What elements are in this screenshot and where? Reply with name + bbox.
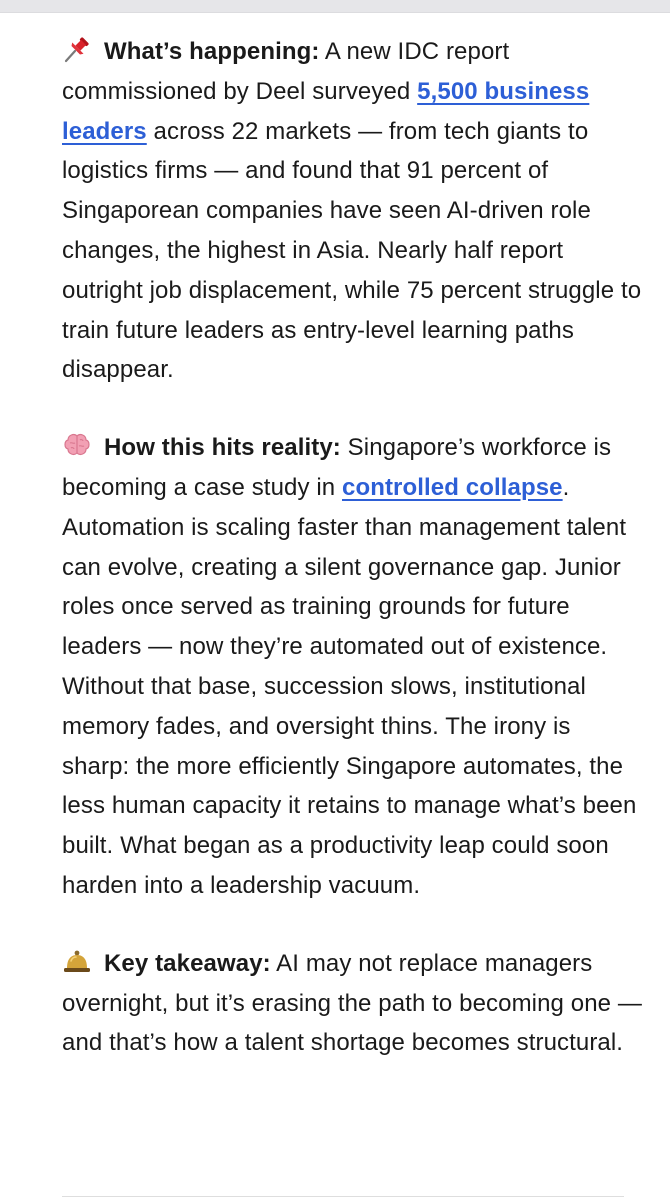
business-leaders-link[interactable]: 5,500 business leaders: [62, 77, 590, 145]
lead-label: Key takeaway:: [104, 949, 271, 977]
paragraph-whats-happening: [62, 32, 642, 390]
lead-label: How this hits reality:: [104, 434, 341, 462]
lead-label: What’s happening:: [104, 38, 320, 65]
paragraph-text: AI may not replace managers overnight, but it’s erasing the path to becoming one — and that’s how a talent shortage becomes structural.: [62, 949, 642, 1057]
divider: [62, 1196, 624, 1197]
article-body: [62, 32, 642, 1063]
paragraph-text: across 22 markets — from tech giants to logistics firms — and found that 91 percent of Singaporean companies have seen AI-driven role changes, the highest in Asia. Nearly half report outright job displacement, while 75 percent struggle to train future leaders as entry-level learning paths disappear.: [62, 117, 642, 384]
paragraph-text: Singapore’s workforce is becoming a case study in: [62, 434, 612, 501]
controlled-collapse-link[interactable]: controlled collapse: [342, 473, 563, 501]
bell-icon: [62, 947, 92, 975]
paragraph-text: A new IDC report commissioned by Deel surveyed: [62, 38, 510, 105]
top-bar: [0, 0, 670, 13]
brain-icon: [62, 431, 92, 459]
paragraph-how-this-hits-reality: [62, 428, 642, 906]
paragraph-key-takeaway: [62, 944, 642, 1063]
paragraph-text: . Automation is scaling faster than management talent can evolve, creating a silent governance gap. Junior roles once served as training grounds for future leaders — now they’re automated out of existence. Without that base, succession slows, institutional memory fades, and oversight thins. The irony is sharp: the more efficiently Singapore automates, the less human capacity it retains to manage what’s been built. What began as a productivity leap could soon harden into a leadership vacuum.: [62, 473, 637, 899]
pushpin-icon: [62, 35, 92, 63]
